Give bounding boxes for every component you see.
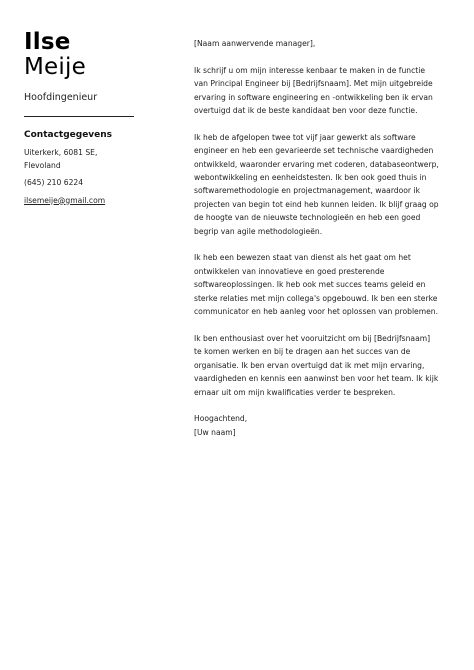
paragraph-4: Ik ben enthousiast over het vooruitzicht om bij [Bedrijfsnaam] te komen werken en bij te dragen aan het succes van de organisatie. Ik ben ervan overtuigd dat ik met mijn ervaring, vaardigheden en kennis een aanwinst ben voor het team. Ik kijk ernaar uit om mijn kwalificaties verder te bespreken. — [194, 333, 439, 397]
paragraph-1: Ik schrijf u om mijn interesse kenbaar te maken in de functie van Principal Engineer bij [Bedrijfsnaam]. Met mijn uitgebreide ervaring in software engineering en -ontwikkeling ben ik ervan overtuigd dat ik de beste kandidaat ben voor deze functie. — [194, 65, 433, 116]
sidebar — [24, 30, 136, 207]
email-link[interactable]: ilsemeije@gmail.com — [24, 195, 106, 205]
divider — [24, 116, 134, 117]
closing: Hoogachtend, — [194, 414, 248, 424]
letter-body — [194, 37, 440, 439]
last-name: Meije — [24, 54, 86, 80]
first-name: Ilse — [24, 29, 71, 55]
address-line-2: Flevoland — [24, 160, 61, 170]
phone-number: (645) 210 6224 — [24, 178, 84, 187]
salutation: [Naam aanwervende manager], — [194, 39, 316, 48]
address-line-1: Uiterkerk, 6081 SE, — [24, 148, 98, 157]
signature: [Uw naam] — [194, 427, 236, 437]
job-title: Hoofdingenieur — [24, 92, 98, 103]
paragraph-2: Ik heb de afgelopen twee tot vijf jaar gewerkt als software engineer en heb een gevarieerde set technische vaardigheden ontwikkeld, waaronder ervaring met coderen, databaseontwerp, webontwikkeling en eenheidstesten. Ik ben ook goed thuis in softwaremethodologie en projectmanagement, waardoor ik projecten van begin tot eind heb kunnen leiden. Ik blijf graag op de hoogte van de nieuwste technologieën en heb een goed begrip van agile methodologieën. — [194, 132, 439, 236]
paragraph-3: Ik heb een bewezen staat van dienst als het gaat om het ontwikkelen van innovatieve en goed presterende softwareoplossingen. Ik heb ook met succes teams geleid en sterke relaties met mijn collega's opgebouwd. Ik ben een sterke communicator en heb aanleg voor het oplossen van problemen. — [194, 253, 439, 317]
contact-heading: Contactgegevens — [24, 130, 113, 140]
